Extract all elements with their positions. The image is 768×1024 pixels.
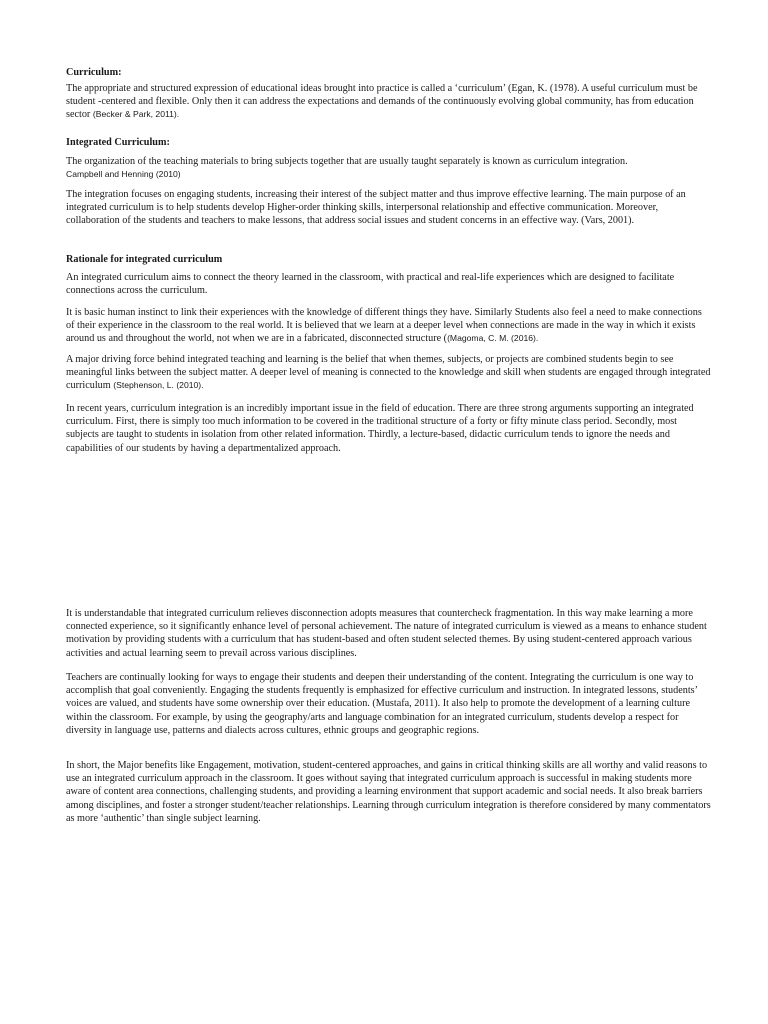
rationale-paragraph-4: In recent years, curriculum integration is an incredibly important issue in the field of education. There are three strong arguments supporting an integrated curriculum. First, there is simply too much information to be covered in the traditional structure of a forty or fifty minute class period. Secondly, most subjects are taught to students in isolation from other related information. Thirdly, a lecture-based, didactic curriculum tends to ignore the needs and capabilities of our students by having a departmentalized approach. [66, 403, 694, 454]
integrated-definition-text: The organization of the teaching materials to bring subjects together that are usually taught separately is known as curriculum integration. [66, 156, 628, 167]
rationale-paragraph-1: An integrated curriculum aims to connect the theory learned in the classroom, with practical and real-life experiences which are designed to facilitate connections across the curriculum. [66, 272, 675, 297]
integrated-purpose-paragraph: The integration focuses on engaging students, increasing their interest of the subject matter and thus improve effective learning. The main purpose of an integrated curriculum is to help students develop Higher-order thinking skills, interpersonal relationship and effective communication. Moreover, collaboration of the students and teachers to make lessons, that address social issues and student concerns in an effective way. (Vars, 2001). [66, 189, 686, 227]
lower-paragraph-2: Teachers are continually looking for ways to engage their students and deepen their understanding of the content. Integrating the curriculum is one way to accomplish that goal conveniently. Engaging the students frequently is emphasized for effective curriculum and instruction. In integrated lessons, students’ voices are valued, and students have some ownership over their education. (Mustafa, 2011). It also help to promote the development of a learning culture within the classroom. For example, by using the geography/arts and language combination for an integrated curriculum, students develop a respect for diversity in language use, patterns and dialects across cultures, ethnic groups and geographic regions. [66, 672, 698, 736]
rationale-paragraph-2-citation: (Magoma, C. M. (2016). [447, 333, 539, 344]
integrated-curriculum-heading: Integrated Curriculum: [66, 137, 170, 148]
curriculum-paragraph [66, 82, 712, 122]
rationale-paragraph-3 [66, 353, 712, 393]
rationale-paragraph-2 [66, 306, 712, 346]
lower-paragraph-1: It is understandable that integrated curriculum relieves disconnection adopts measures that countercheck fragmentation. In this way make learning a more connected experience, so it significantly enhance level of personal achievement. The nature of integrated curriculum is viewed as a means to enhance student motivation by providing students with a curriculum that has student-based and often student selected themes. By using student-centered approach various activities and actual learning seem to prevail across various disciplines. [66, 608, 707, 659]
integrated-definition-citation: Campbell and Henning (2010) [66, 169, 181, 180]
curriculum-citation: (Becker & Park, 2011). [92, 109, 180, 120]
rationale-paragraph-3-text: A major driving force behind integrated teaching and learning is the belief that when themes, subjects, or projects are combined students begin to see meaningful links between the subject matter. A deeper level of meaning is connected to the knowledge and skill when students are engaged through integrated curriculum [66, 354, 711, 392]
rationale-paragraph-2-text: It is basic human instinct to link their experiences with the knowledge of different things they have. Similarly Students also feel a need to make connections of their experience in the classroom to the real world. It is believed that we learn at a deeper level when connections are made in the way in which it exists around us and throughout the world, not when we are in a fabricated, disconnected structure ( [66, 307, 702, 345]
rationale-heading: Rationale for integrated curriculum [66, 254, 223, 265]
curriculum-heading: Curriculum: [66, 67, 122, 78]
curriculum-paragraph-text: The appropriate and structured expression of educational ideas brought into practice is called a ‘curriculum’ (Egan, K. (1978). A useful curriculum must be student -centered and flexible. Only then it can address the expectations and demands of the continuously evolving global community, has from education sector [66, 83, 698, 121]
integrated-definition-paragraph [66, 155, 712, 181]
lower-paragraph-3: In short, the Major benefits like Engagement, motivation, student-centered approaches, and gains in critical thinking skills are all worthy and valid reasons to use an integrated curriculum approach in the classroom. It goes without saying that integrated curriculum approach is successful in making students more aware of content area connections, challenging students, and providing a learning environment that support academic and social needs. It also break barriers among disciplines, and foster a stronger student/teacher relationships. Learning through curriculum integration is therefore considered by many commentators as more ‘authentic’ than single subject learning. [66, 760, 711, 824]
rationale-paragraph-3-citation: (Stephenson, L. (2010). [113, 380, 204, 391]
